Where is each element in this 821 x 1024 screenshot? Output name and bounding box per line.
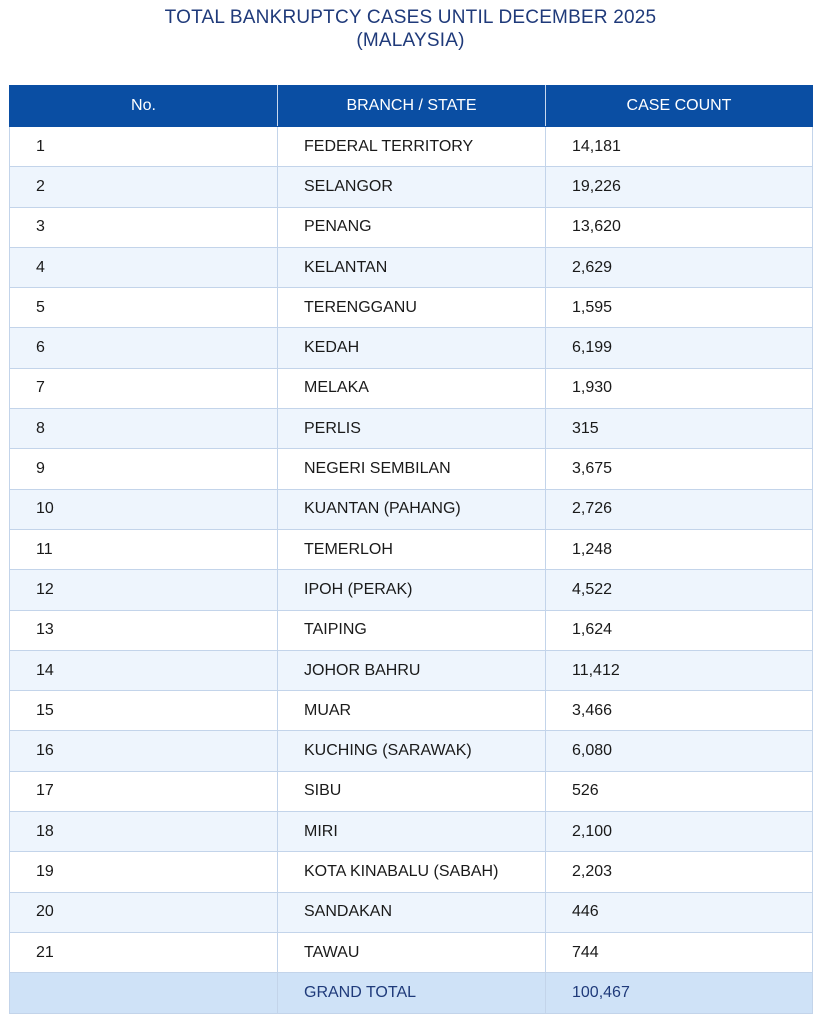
- case-count-cell: 526: [546, 771, 813, 811]
- case-count-cell: 14,181: [546, 127, 813, 167]
- table-row: [10, 167, 813, 207]
- row-number-cell: 1: [10, 127, 278, 167]
- table-header-row: [10, 86, 813, 127]
- table-row: [10, 328, 813, 368]
- row-number-cell: 9: [10, 449, 278, 489]
- bankruptcy-table: [9, 85, 813, 1014]
- case-count-cell: 315: [546, 409, 813, 449]
- case-count-cell: 4,522: [546, 570, 813, 610]
- branch-state-cell: FEDERAL TERRITORY: [278, 127, 546, 167]
- case-count-cell: 744: [546, 932, 813, 972]
- table-row: [10, 691, 813, 731]
- case-count-cell: 2,629: [546, 247, 813, 287]
- branch-state-cell: KUANTAN (PAHANG): [278, 489, 546, 529]
- branch-state-cell: JOHOR BAHRU: [278, 650, 546, 690]
- branch-state-cell: KUCHING (SARAWAK): [278, 731, 546, 771]
- branch-state-cell: IPOH (PERAK): [278, 570, 546, 610]
- table-row: [10, 771, 813, 811]
- table-row: [10, 570, 813, 610]
- branch-state-cell: MELAKA: [278, 368, 546, 408]
- table-row: [10, 127, 813, 167]
- case-count-cell: 2,726: [546, 489, 813, 529]
- row-number-cell: 15: [10, 691, 278, 731]
- table-row: [10, 731, 813, 771]
- row-number-cell: 21: [10, 932, 278, 972]
- branch-state-cell: MIRI: [278, 812, 546, 852]
- row-number-cell: 3: [10, 207, 278, 247]
- page-title: [0, 0, 821, 78]
- table-row: [10, 449, 813, 489]
- row-number-cell: 20: [10, 892, 278, 932]
- branch-state-cell: NEGERI SEMBILAN: [278, 449, 546, 489]
- row-number-cell: 11: [10, 529, 278, 569]
- branch-state-cell: TAWAU: [278, 932, 546, 972]
- row-number-cell: 17: [10, 771, 278, 811]
- table-row: [10, 650, 813, 690]
- case-count-cell: 3,675: [546, 449, 813, 489]
- row-number-cell: 13: [10, 610, 278, 650]
- grand-total-count: 100,467: [546, 973, 813, 1013]
- title-line-1: TOTAL BANKRUPTCY CASES UNTIL DECEMBER 2025: [164, 7, 657, 28]
- header-branch-state: BRANCH / STATE: [278, 86, 546, 127]
- case-count-cell: 2,100: [546, 812, 813, 852]
- row-number-cell: 5: [10, 288, 278, 328]
- branch-state-cell: SELANGOR: [278, 167, 546, 207]
- grand-total-no-cell: [10, 973, 278, 1013]
- branch-state-cell: KELANTAN: [278, 247, 546, 287]
- branch-state-cell: MUAR: [278, 691, 546, 731]
- case-count-cell: 19,226: [546, 167, 813, 207]
- row-number-cell: 14: [10, 650, 278, 690]
- table-row: [10, 409, 813, 449]
- case-count-cell: 1,930: [546, 368, 813, 408]
- grand-total-row: [10, 973, 813, 1013]
- row-number-cell: 7: [10, 368, 278, 408]
- case-count-cell: 11,412: [546, 650, 813, 690]
- table-row: [10, 932, 813, 972]
- branch-state-cell: KOTA KINABALU (SABAH): [278, 852, 546, 892]
- header-case-count: CASE COUNT: [546, 86, 813, 127]
- case-count-cell: 1,624: [546, 610, 813, 650]
- branch-state-cell: SIBU: [278, 771, 546, 811]
- case-count-cell: 2,203: [546, 852, 813, 892]
- row-number-cell: 12: [10, 570, 278, 610]
- case-count-cell: 3,466: [546, 691, 813, 731]
- table-row: [10, 247, 813, 287]
- case-count-cell: 1,595: [546, 288, 813, 328]
- row-number-cell: 2: [10, 167, 278, 207]
- branch-state-cell: TEMERLOH: [278, 529, 546, 569]
- row-number-cell: 18: [10, 812, 278, 852]
- row-number-cell: 10: [10, 489, 278, 529]
- table-row: [10, 852, 813, 892]
- table-row: [10, 489, 813, 529]
- table-body: [10, 127, 813, 1014]
- case-count-cell: 6,080: [546, 731, 813, 771]
- row-number-cell: 4: [10, 247, 278, 287]
- row-number-cell: 6: [10, 328, 278, 368]
- case-count-cell: 446: [546, 892, 813, 932]
- branch-state-cell: TAIPING: [278, 610, 546, 650]
- grand-total-label: GRAND TOTAL: [278, 973, 546, 1013]
- branch-state-cell: SANDAKAN: [278, 892, 546, 932]
- row-number-cell: 16: [10, 731, 278, 771]
- branch-state-cell: TERENGGANU: [278, 288, 546, 328]
- branch-state-cell: PENANG: [278, 207, 546, 247]
- header-no: No.: [10, 86, 278, 127]
- row-number-cell: 8: [10, 409, 278, 449]
- table-row: [10, 892, 813, 932]
- branch-state-cell: PERLIS: [278, 409, 546, 449]
- case-count-cell: 13,620: [546, 207, 813, 247]
- table-row: [10, 368, 813, 408]
- title-line-2: (MALAYSIA): [356, 30, 465, 51]
- table-row: [10, 288, 813, 328]
- case-count-cell: 1,248: [546, 529, 813, 569]
- table-row: [10, 207, 813, 247]
- row-number-cell: 19: [10, 852, 278, 892]
- table-row: [10, 610, 813, 650]
- case-count-cell: 6,199: [546, 328, 813, 368]
- table-row: [10, 812, 813, 852]
- table-row: [10, 529, 813, 569]
- branch-state-cell: KEDAH: [278, 328, 546, 368]
